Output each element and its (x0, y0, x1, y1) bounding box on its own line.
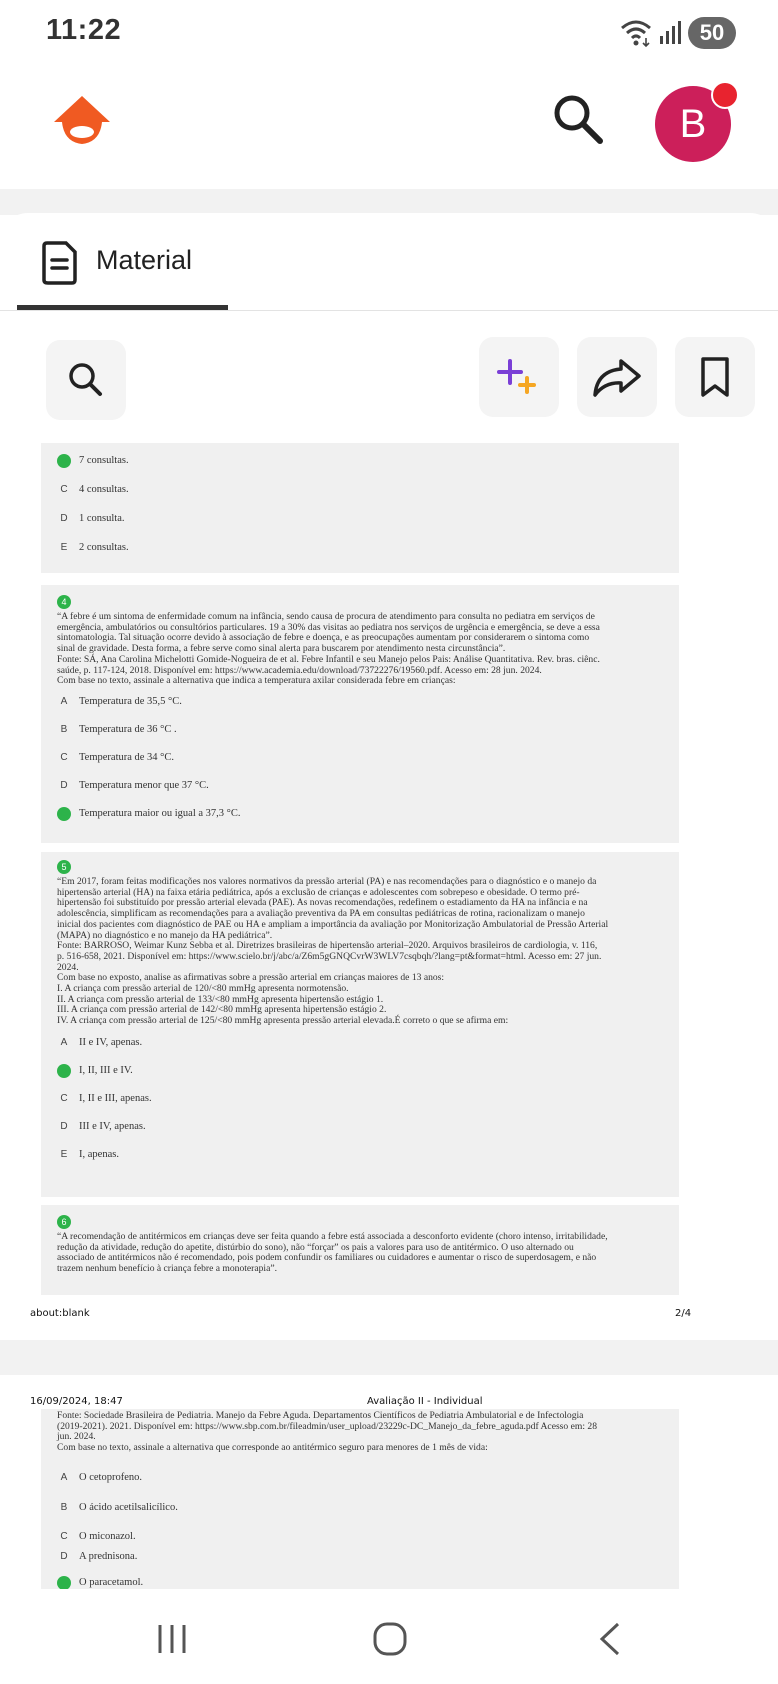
option-letter: D (60, 513, 68, 524)
option-letter: E (57, 807, 71, 821)
option-letter: A (60, 696, 68, 707)
option-text: Temperatura de 34 °C. (79, 752, 175, 763)
status-bar (0, 0, 778, 64)
tab-divider (0, 310, 778, 311)
home-icon (372, 1621, 408, 1657)
option-letter: C (60, 484, 68, 495)
signal-icon (658, 20, 684, 46)
back-icon (592, 1621, 628, 1657)
option-text: O ácido acetilsalicílico. (79, 1502, 178, 1513)
option-letter: A (60, 1472, 68, 1483)
option-letter: E (57, 1576, 71, 1589)
battery-indicator: 50 (688, 17, 736, 49)
sparkles-icon (479, 337, 559, 417)
option-letter: C (60, 1531, 68, 1542)
option-text: A prednisona. (79, 1551, 138, 1562)
page-footer-url: about:blank (30, 1308, 90, 1319)
option-letter: B (60, 1502, 68, 1513)
tab-label: Material (96, 245, 193, 275)
recent-apps-button[interactable] (154, 1621, 190, 1657)
option-letter: D (60, 1121, 68, 1132)
option-text: I, apenas. (79, 1149, 119, 1160)
option-text: I, II, III e IV. (79, 1065, 133, 1076)
recent-apps-icon (154, 1621, 190, 1657)
question-text: “A recomendação de antitérmicos em crianças deve ser feita quando a febre está associada a desconforto evidente (choro intenso, irritabilidade, redução da atividade, redução do apetite, distúrbio do sono), não “forçar” os pais a valores para uso de antitérmico. O uso alternado ou associado de antitérmicos não é recomendado, pois podem confundir os familiares ou cuidadores e aumentar o risco de superdosagem, e não trazem nenhum benefício à criança febre a monoterapia”. (57, 1231, 608, 1275)
option-text: O paracetamol. (79, 1577, 144, 1588)
option-text: 4 consultas. (79, 484, 129, 495)
option-text: O miconazol. (79, 1531, 136, 1542)
wifi-icon (620, 18, 654, 48)
status-time: 11:22 (46, 14, 122, 46)
option-letter: D (60, 780, 68, 791)
option-text: Temperatura maior ou igual a 37,3 °C. (79, 808, 241, 819)
page-header-title: Avaliação II - Individual (367, 1396, 483, 1407)
ai-assistant-button[interactable] (479, 337, 559, 417)
question-6-box (41, 1205, 679, 1295)
option-letter: D (60, 1551, 68, 1562)
share-button[interactable] (577, 337, 657, 417)
logo-icon[interactable] (50, 92, 114, 156)
home-button[interactable] (372, 1621, 408, 1657)
option-text: 1 consulta. (79, 513, 125, 524)
option-letter: E (60, 1149, 68, 1160)
search-icon[interactable] (548, 89, 608, 149)
document-icon (41, 240, 79, 286)
option-text: O cetoprofeno. (79, 1472, 142, 1483)
option-letter: C (60, 1093, 68, 1104)
option-letter: B (60, 724, 68, 735)
question-text: “A febre é um sintoma de enfermidade comum na infância, sendo causa de procura de atendimento para consulta no pediatra em serviços de emergência, ambulatórios ou consultórios particulares. 19 a 30% das visitas ao pediatra nos serviços de urgência e emergência, se deve a essa sintomatologia. Tal situação ocorre devido à associação de febre e doença, e as preocupações aumentam por considerarem o sintoma como sinal de gravidade. Desta forma, a febre serve como sinal alerta para buscarem por atendimento nesta circunstância”. Fonte: SÁ, Ana Carolina Michelotti Gomide-Nogueira de et al. Febre Infantil e seu Manejo pelos Pais: Análise Quantitativa. Rev. bras. ciênc. saúde, p. 117-124, 2018. Disponível em: https://www.academia.edu/download/73722276/19560.pdf. Acesso em: 28 jun. 2024. Com base no texto, assinale a alternativa que indica a temperatura axilar considerada febre em crianças: (57, 611, 600, 687)
option-text: Temperatura de 35,5 °C. (79, 696, 182, 707)
avatar[interactable]: B (655, 86, 731, 162)
option-text: 2 consultas. (79, 542, 129, 553)
app-header (0, 64, 778, 189)
option-text: Temperatura de 36 °C . (79, 724, 177, 735)
question-number: 4 (57, 595, 71, 609)
option-letter: E (60, 542, 68, 553)
option-text: II e IV, apenas. (79, 1037, 143, 1048)
option-letter: B (57, 454, 71, 468)
question-6-continuation (41, 1409, 679, 1589)
option-letter: C (60, 752, 68, 763)
question-number: 6 (57, 1215, 71, 1229)
question-text: Fonte: Sociedade Brasileira de Pediatria. Manejo da Febre Aguda. Departamentos Científicos de Pediatria Ambulatorial e de Infectologia (2019-2021). 2021. Disponível em: https://www.sbp.com.br/fileadmin/user_upload/23229c-DC_Manejo_da_febre_aguda.pdf Acesso em: 28 jun. 2024. Com base no texto, assinale a alternativa que corresponde ao antitérmico seguro para menores de 1 mês de vida: (57, 1410, 597, 1454)
header-divider (0, 189, 778, 215)
bookmark-button[interactable] (675, 337, 755, 417)
option-text: Temperatura menor que 37 °C. (79, 780, 209, 791)
page-header-date: 16/09/2024, 18:47 (30, 1396, 123, 1407)
search-material-button[interactable] (46, 340, 126, 420)
option-text: III e IV, apenas. (79, 1121, 146, 1132)
page-footer-number: 2/4 (675, 1308, 692, 1319)
question-5-box (41, 852, 679, 1197)
share-icon (577, 337, 657, 417)
question-number: 5 (57, 860, 71, 874)
question-4-box (41, 585, 679, 843)
search-icon (46, 340, 126, 420)
question-text: “Em 2017, foram feitas modificações nos valores normativos da pressão arterial (PA) e nas recomendações para o diagnóstico e o manejo da hipertensão arterial (HA) na faixa etária pediátrica, após a exclusão de crianças e adolescentes com sobrepeso e obesidade. O termo pré- hipertensão foi substituído por pressão arterial elevada (PAE). As novas recomendações, redefinem o estadiamento da HA na infância e na adolescência, simplificam as recomendações para a avaliação preventiva da PA em consultas pediátricas de rotina, racionalizam o manejo inicial dos pacientes com diagnóstico de PAE ou HA e ampliam a importância da avaliação por Monitorização Ambulatorial de Pressão Arterial (MAPA) no diagnóstico e no manejo da HA pediátrica”. Fonte: BARROSO, Weimar Kunz Sebba et al. Diretrizes brasileiras de hipertensão arterial–2020. Arquivos brasileiros de cardiologia, v. 116, p. 516-658, 2021. Disponível em: https://www.scielo.br/j/abc/a/Z6m5gGNQCvrW3WLV7csqbqh/?lang=pt&format=html. Acesso em: 27 jun. 2024. Com base no exposto, analise as afirmativas sobre a pressão arterial em crianças maiores de 13 anos: I. A criança com pressão arterial de 120/<80 mmHg apresenta normotensão. II. A criança com pressão arterial de 133/<80 mmHg apresenta hipertensão estágio 1. III. A criança com pressão arterial de 142/<80 mmHg apresenta hipertensão estágio 2. IV. A criança com pressão arterial de 125/<80 mmHg apresenta pressão arterial elevada.É correto o que se afirma em: (57, 876, 609, 1027)
option-text: I, II e III, apenas. (79, 1093, 152, 1104)
back-button[interactable] (592, 1621, 628, 1657)
bookmark-icon (675, 337, 755, 417)
option-letter: B (57, 1064, 71, 1078)
page-separator (0, 1340, 778, 1375)
system-nav-bar (0, 1593, 778, 1684)
option-letter: A (60, 1037, 68, 1048)
notification-badge (711, 81, 739, 109)
question-3-box (41, 443, 679, 573)
option-text: 7 consultas. (79, 455, 129, 466)
